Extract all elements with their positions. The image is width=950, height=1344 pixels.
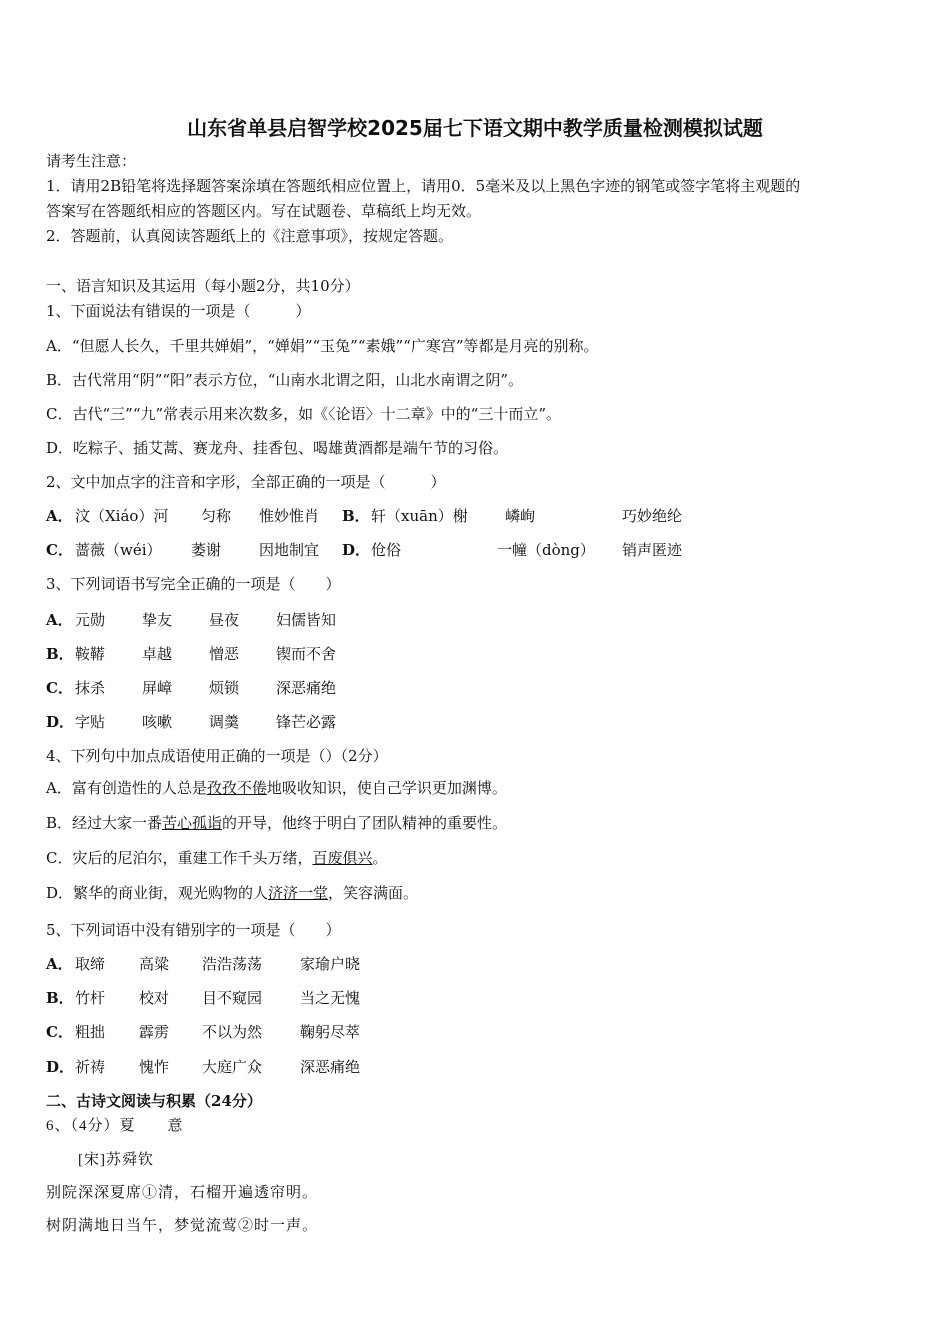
option-row	[0, 1022, 950, 1042]
poem-line: 别院深深夏席①清，石榴开遍透帘明。	[46, 1185, 319, 1201]
option	[46, 883, 418, 903]
option-letter: A．	[46, 955, 73, 973]
option-text: B．经过大家一番	[46, 814, 163, 832]
option-text: 地吸收知识，使自己学识更加渊博。	[266, 779, 507, 797]
notice-heading: 请考生注意：	[46, 152, 137, 170]
question-stem: 4、下列句中加点成语使用正确的一项是（）（2分）	[46, 747, 388, 765]
option-letter: A．	[46, 507, 73, 525]
option-letter: B．	[46, 645, 74, 663]
option-word: 因地制宜	[259, 541, 320, 559]
option-letter: D．	[342, 541, 371, 559]
option-word: 鞠躬尽萃	[300, 1023, 361, 1041]
option-word: 粗拙	[75, 1023, 106, 1041]
option-word: 霹雳	[139, 1023, 170, 1041]
option-word: 高粱	[139, 955, 170, 973]
option-text: C．灾后的尼泊尔，重建工作千头万绪，	[46, 849, 313, 867]
option-word: 匀称	[201, 507, 232, 525]
idiom: 苦心孤诣	[162, 814, 223, 832]
option-word: 巧妙绝纶	[622, 507, 683, 525]
option-row	[0, 540, 950, 560]
option-word: 轩（xuān）榭	[371, 507, 468, 525]
idiom: 孜孜不倦	[206, 779, 267, 797]
option-letter: C．	[46, 1023, 73, 1041]
section-heading: 一、语言知识及其运用（每小题2分，共10分）	[46, 277, 360, 295]
option-text: ，笑容满面。	[328, 884, 419, 902]
option-word: 妇儒皆知	[276, 611, 337, 629]
option-word: 汶（Xiáo）河	[75, 507, 169, 525]
question-stem: 6、（4分）夏 意	[46, 1118, 184, 1134]
option-word: 一幢（dòng）	[497, 541, 595, 559]
option: B．古代常用“阴”“阳”表示方位，“山南水北谓之阳，山北水南谓之阴”。	[46, 371, 524, 389]
option-word: 取缔	[75, 955, 106, 973]
option-word: 家瑜户晓	[300, 955, 361, 973]
option-word: 当之无愧	[300, 989, 361, 1007]
option-word: 调羹	[209, 713, 240, 731]
poem-line: 树阴满地日当午，梦觉流莺②时一声。	[46, 1218, 319, 1234]
option-word: 浩浩荡荡	[202, 955, 263, 973]
option-letter: C．	[46, 679, 73, 697]
option-word: 元勋	[75, 611, 106, 629]
option-row	[0, 644, 950, 664]
option-word: 目不窥园	[202, 989, 263, 1007]
option-row	[0, 678, 950, 698]
option: C．古代“三”“九”常表示用来次数多，如《〈论语〉十二章》中的“三十而立”。	[46, 405, 561, 423]
option-text: 的开导，他终于明白了团队精神的重要性。	[222, 814, 508, 832]
option-row	[0, 506, 950, 526]
option-word: 萎谢	[191, 541, 222, 559]
option-text: 。	[372, 849, 388, 867]
option	[46, 848, 388, 868]
option-letter: C．	[46, 541, 73, 559]
option-word: 伧俗	[371, 541, 402, 559]
notice-line: 答案写在答题纸相应的答题区内。写在试题卷、草稿纸上均无效。	[46, 202, 482, 220]
option-row	[0, 1057, 950, 1077]
page-title: 山东省单县启智学校2025届七下语文期中教学质量检测模拟试题	[187, 116, 763, 140]
option-word: 嶙峋	[505, 507, 536, 525]
poem-author: [宋]苏舜钦	[78, 1152, 154, 1168]
option-word: 咳嗽	[142, 713, 173, 731]
option-word: 惟妙惟肖	[259, 507, 320, 525]
option-letter: B．	[342, 507, 370, 525]
option	[46, 778, 507, 798]
option-word: 大庭广众	[202, 1058, 263, 1076]
option-row	[0, 954, 950, 974]
option-letter: D．	[46, 1058, 75, 1076]
section-heading: 二、古诗文阅读与积累（24分）	[46, 1092, 262, 1110]
option-word: 竹杆	[75, 989, 106, 1007]
question-stem: 2、文中加点字的注音和字形，全部正确的一项是（ ）	[46, 473, 446, 491]
option-word: 抹杀	[75, 679, 106, 697]
option-letter: A．	[46, 611, 73, 629]
option-word: 锋芒必露	[276, 713, 337, 731]
option-word: 深恶痛绝	[300, 1058, 361, 1076]
option-word: 字贴	[75, 713, 106, 731]
question-stem: 3、下列词语书写完全正确的一项是（ ）	[46, 575, 341, 593]
option-word: 深恶痛绝	[276, 679, 337, 697]
idiom: 济济一堂	[268, 884, 329, 902]
notice-line: 1．请用2B铅笔将选择题答案涂填在答题纸相应位置上，请用0．5毫米及以上黑色字迹的钢笔或签字笔将主观题的	[46, 177, 801, 195]
option-word: 昼夜	[209, 611, 240, 629]
option-word: 屏嶂	[142, 679, 173, 697]
option-text: D．繁华的商业街，观光购物的人	[46, 884, 269, 902]
idiom: 百废俱兴	[312, 849, 373, 867]
question-stem: 1、下面说法有错误的一项是（ ）	[46, 302, 311, 320]
option-word: 鞍鞯	[75, 645, 106, 663]
option-word: 愧怍	[139, 1058, 170, 1076]
option-word: 烦锁	[209, 679, 240, 697]
option-row	[0, 988, 950, 1008]
option-letter: B．	[46, 989, 74, 1007]
option: A．“但愿人长久，千里共婵娟”，“婵娟”“玉兔”“素娥”“广寒宫”等都是月亮的别称。	[46, 337, 599, 355]
option-text: A．富有创造性的人总是	[46, 779, 207, 797]
option-word: 蔷薇（wéi）	[75, 541, 162, 559]
option	[46, 813, 507, 833]
option-word: 销声匿迹	[622, 541, 683, 559]
option-word: 祈祷	[75, 1058, 106, 1076]
option-word: 校对	[139, 989, 170, 1007]
option-word: 憎恶	[209, 645, 240, 663]
option-word: 锲而不舍	[276, 645, 337, 663]
question-stem: 5、下列词语中没有错别字的一项是（ ）	[46, 921, 341, 939]
option: D．吃粽子、插艾蒿、赛龙舟、挂香包、喝雄黄酒都是端午节的习俗。	[46, 439, 509, 457]
option-letter: D．	[46, 713, 75, 731]
option-row	[0, 712, 950, 732]
option-word: 不以为然	[202, 1023, 263, 1041]
option-row	[0, 610, 950, 630]
option-word: 卓越	[142, 645, 173, 663]
option-word: 挚友	[142, 611, 173, 629]
notice-line: 2．答题前，认真阅读答题纸上的《注意事项》，按规定答题。	[46, 227, 454, 245]
